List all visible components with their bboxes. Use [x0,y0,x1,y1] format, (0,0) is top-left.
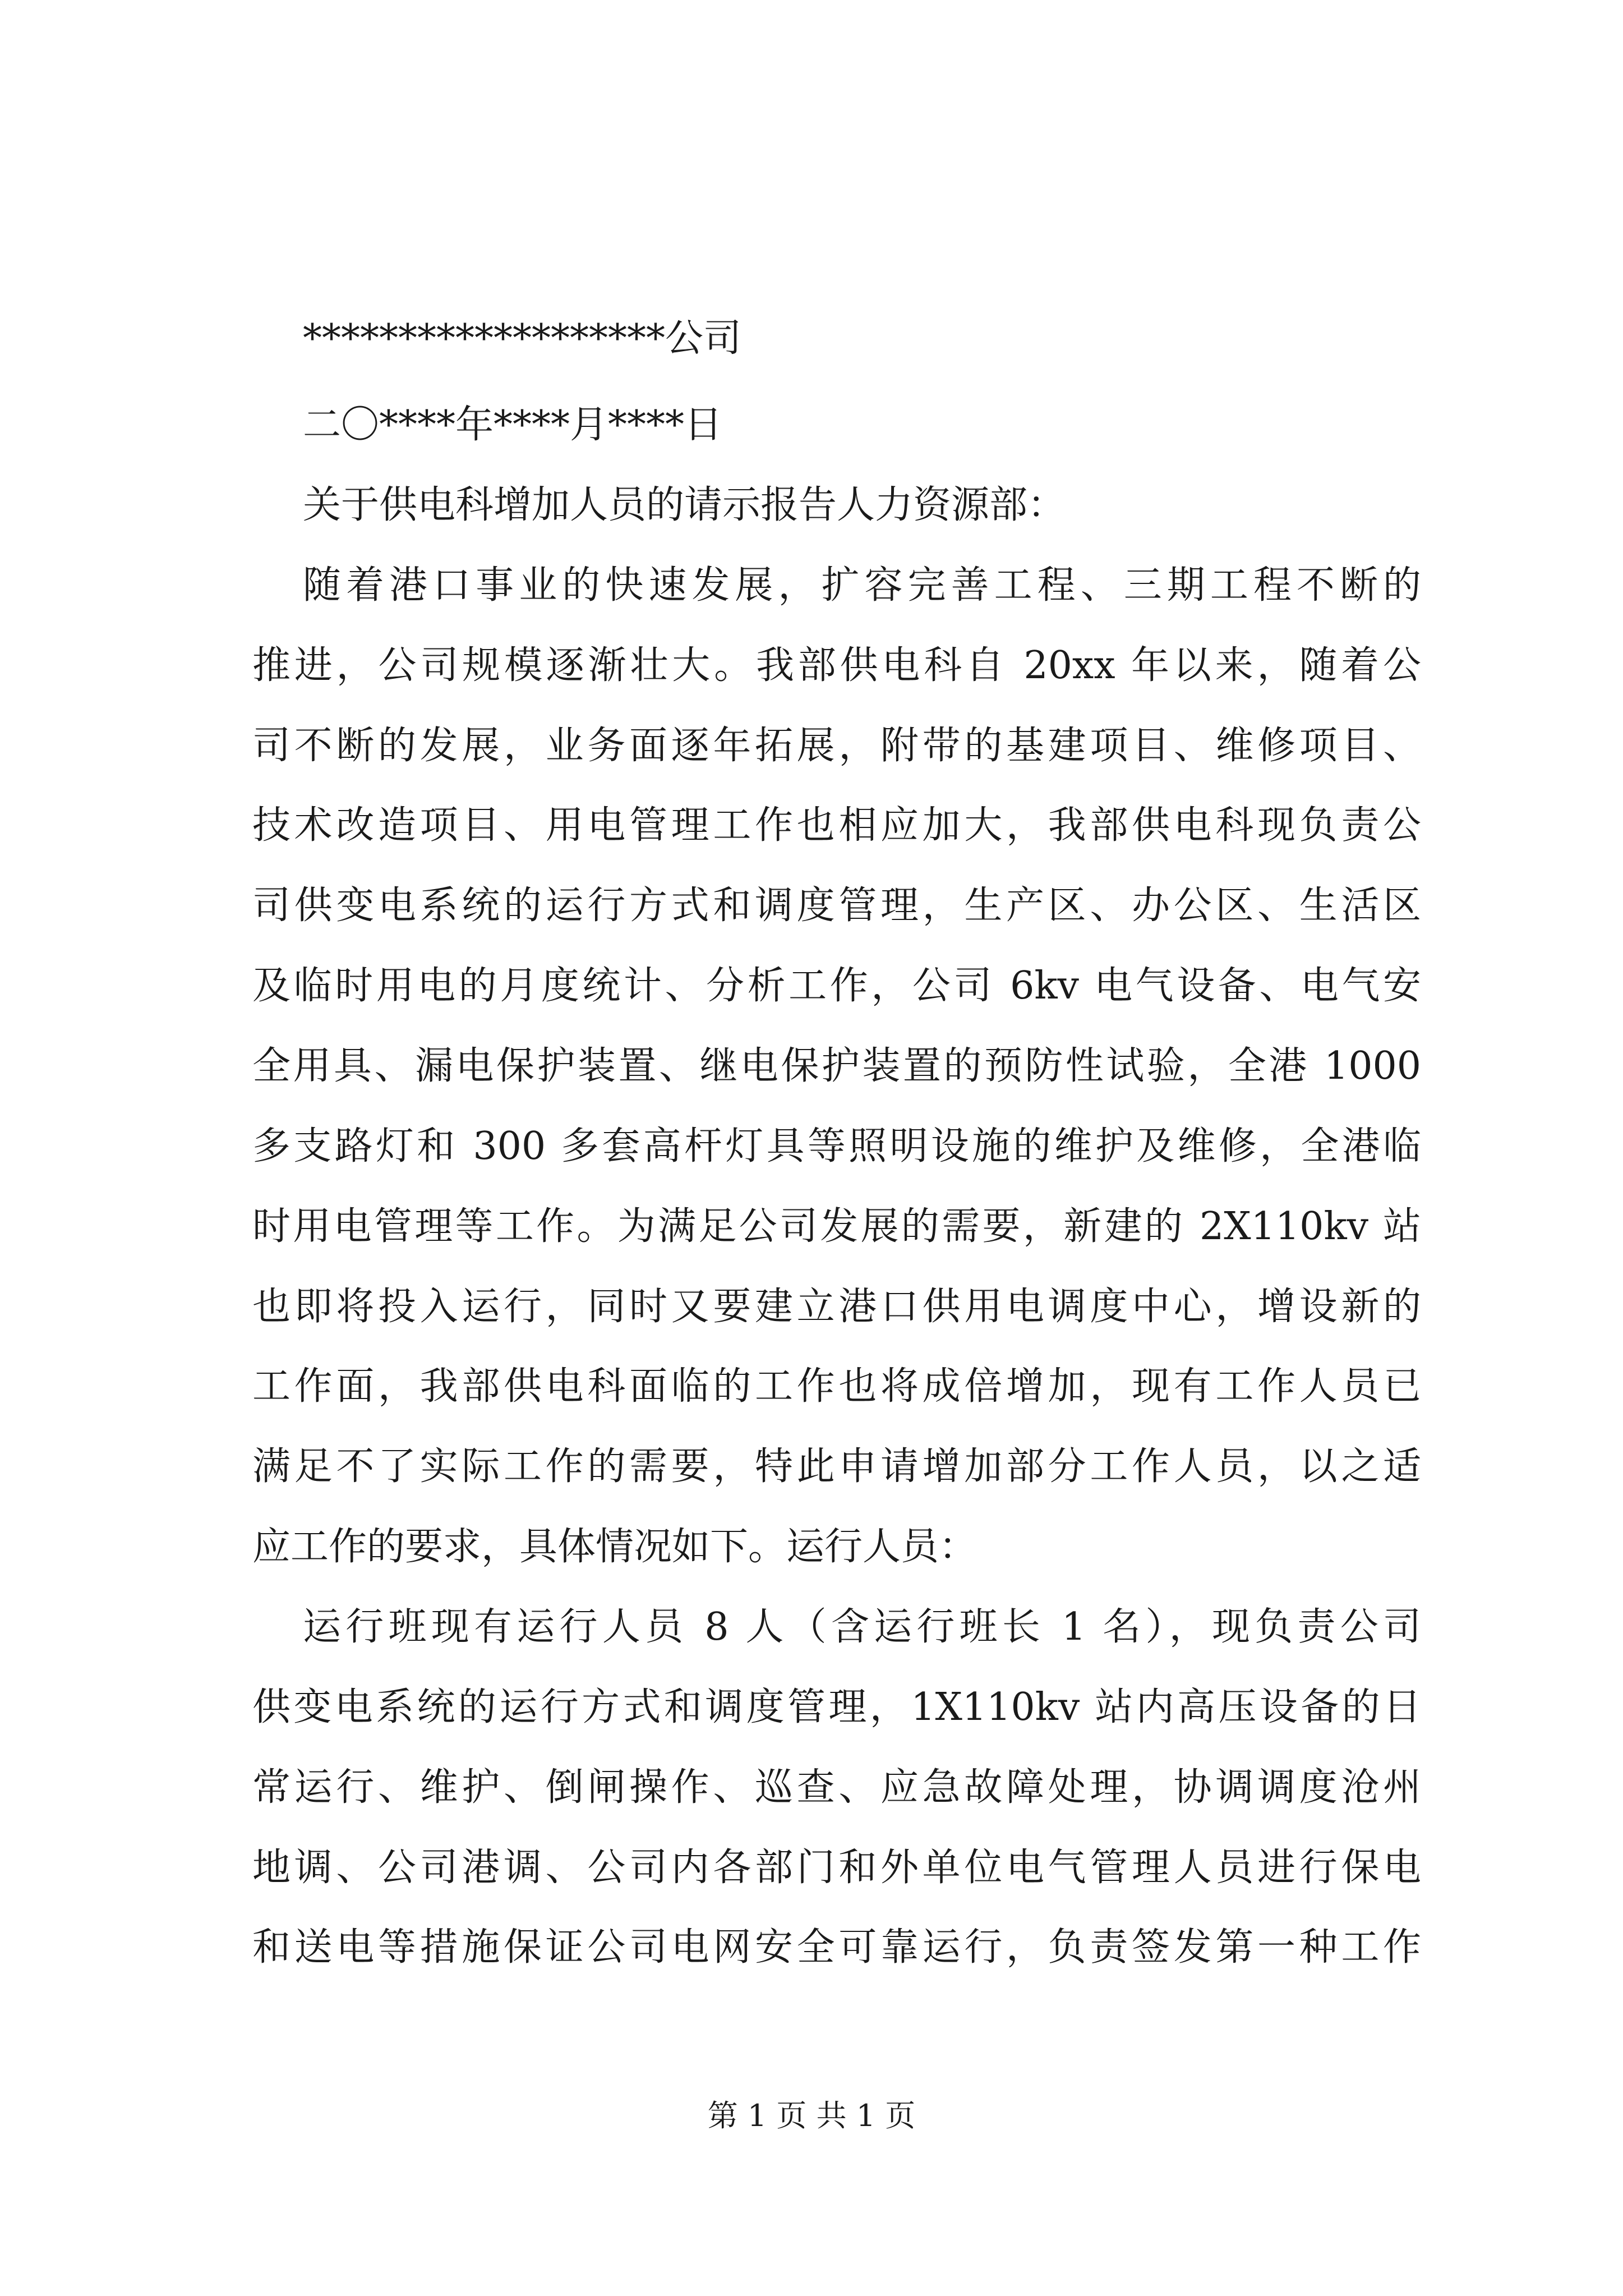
paragraph-line: 地调、公司港调、公司内各部门和外单位电气管理人员进行保电 [252,1846,1421,1890]
paragraph-line: 满足不了实际工作的需要，特此申请增加部分工作人员，以之适 [252,1444,1421,1489]
paragraph-line: 和送电等措施保证公司电网安全可靠运行，负责签发第一种工作 [252,1925,1421,1970]
paragraph-line: 多支路灯和 300 多套高杆灯具等照明设施的维护及维修，全港临 [252,1124,1421,1168]
page-footer: 第 1 页 共 1 页 [707,2098,916,2133]
paragraph-line: 常运行、维护、倒闸操作、巡查、应急故障处理，协调调度沧州 [252,1765,1421,1810]
company-line: *******************公司 [303,316,742,361]
paragraph-line: 司不断的发展，业务面逐年拓展，附带的基建项目、维修项目、 [252,724,1421,768]
document-title: 关于供电科增加人员的请示报告人力资源部： [303,483,1066,527]
paragraph-line: 运行班现有运行人员 8 人（含运行班长 1 名），现负责公司 [303,1605,1421,1649]
paragraph-line: 随着港口事业的快速发展，扩容完善工程、三期工程不断的 [303,563,1421,608]
date-line: 二〇****年****月****日 [303,403,723,447]
paragraph-line: 时用电管理等工作。为满足公司发展的需要，新建的 2X110kv 站 [252,1204,1421,1249]
paragraph-line: 司供变电系统的运行方式和调度管理，生产区、办公区、生活区 [252,884,1421,928]
paragraph-line: 工作面，我部供电科面临的工作也将成倍增加，现有工作人员已 [252,1364,1421,1409]
paragraph-line: 供变电系统的运行方式和调度管理，1X110kv 站内高压设备的日 [252,1685,1421,1729]
paragraph-line: 推进，公司规模逐渐壮大。我部供电科自 20xx 年以来，随着公 [252,643,1421,688]
paragraph-line: 全用具、漏电保护装置、继电保护装置的预防性试验，全港 1000 [252,1044,1421,1088]
paragraph-line: 也即将投入运行，同时又要建立港口供用电调度中心，增设新的 [252,1285,1421,1329]
paragraph-line: 技术改造项目、用电管理工作也相应加大，我部供电科现负责公 [252,803,1421,848]
paragraph-line: 及临时用电的月度统计、分析工作，公司 6kv 电气设备、电气安 [252,964,1421,1008]
paragraph-line: 应工作的要求，具体情况如下。运行人员： [252,1525,978,1569]
